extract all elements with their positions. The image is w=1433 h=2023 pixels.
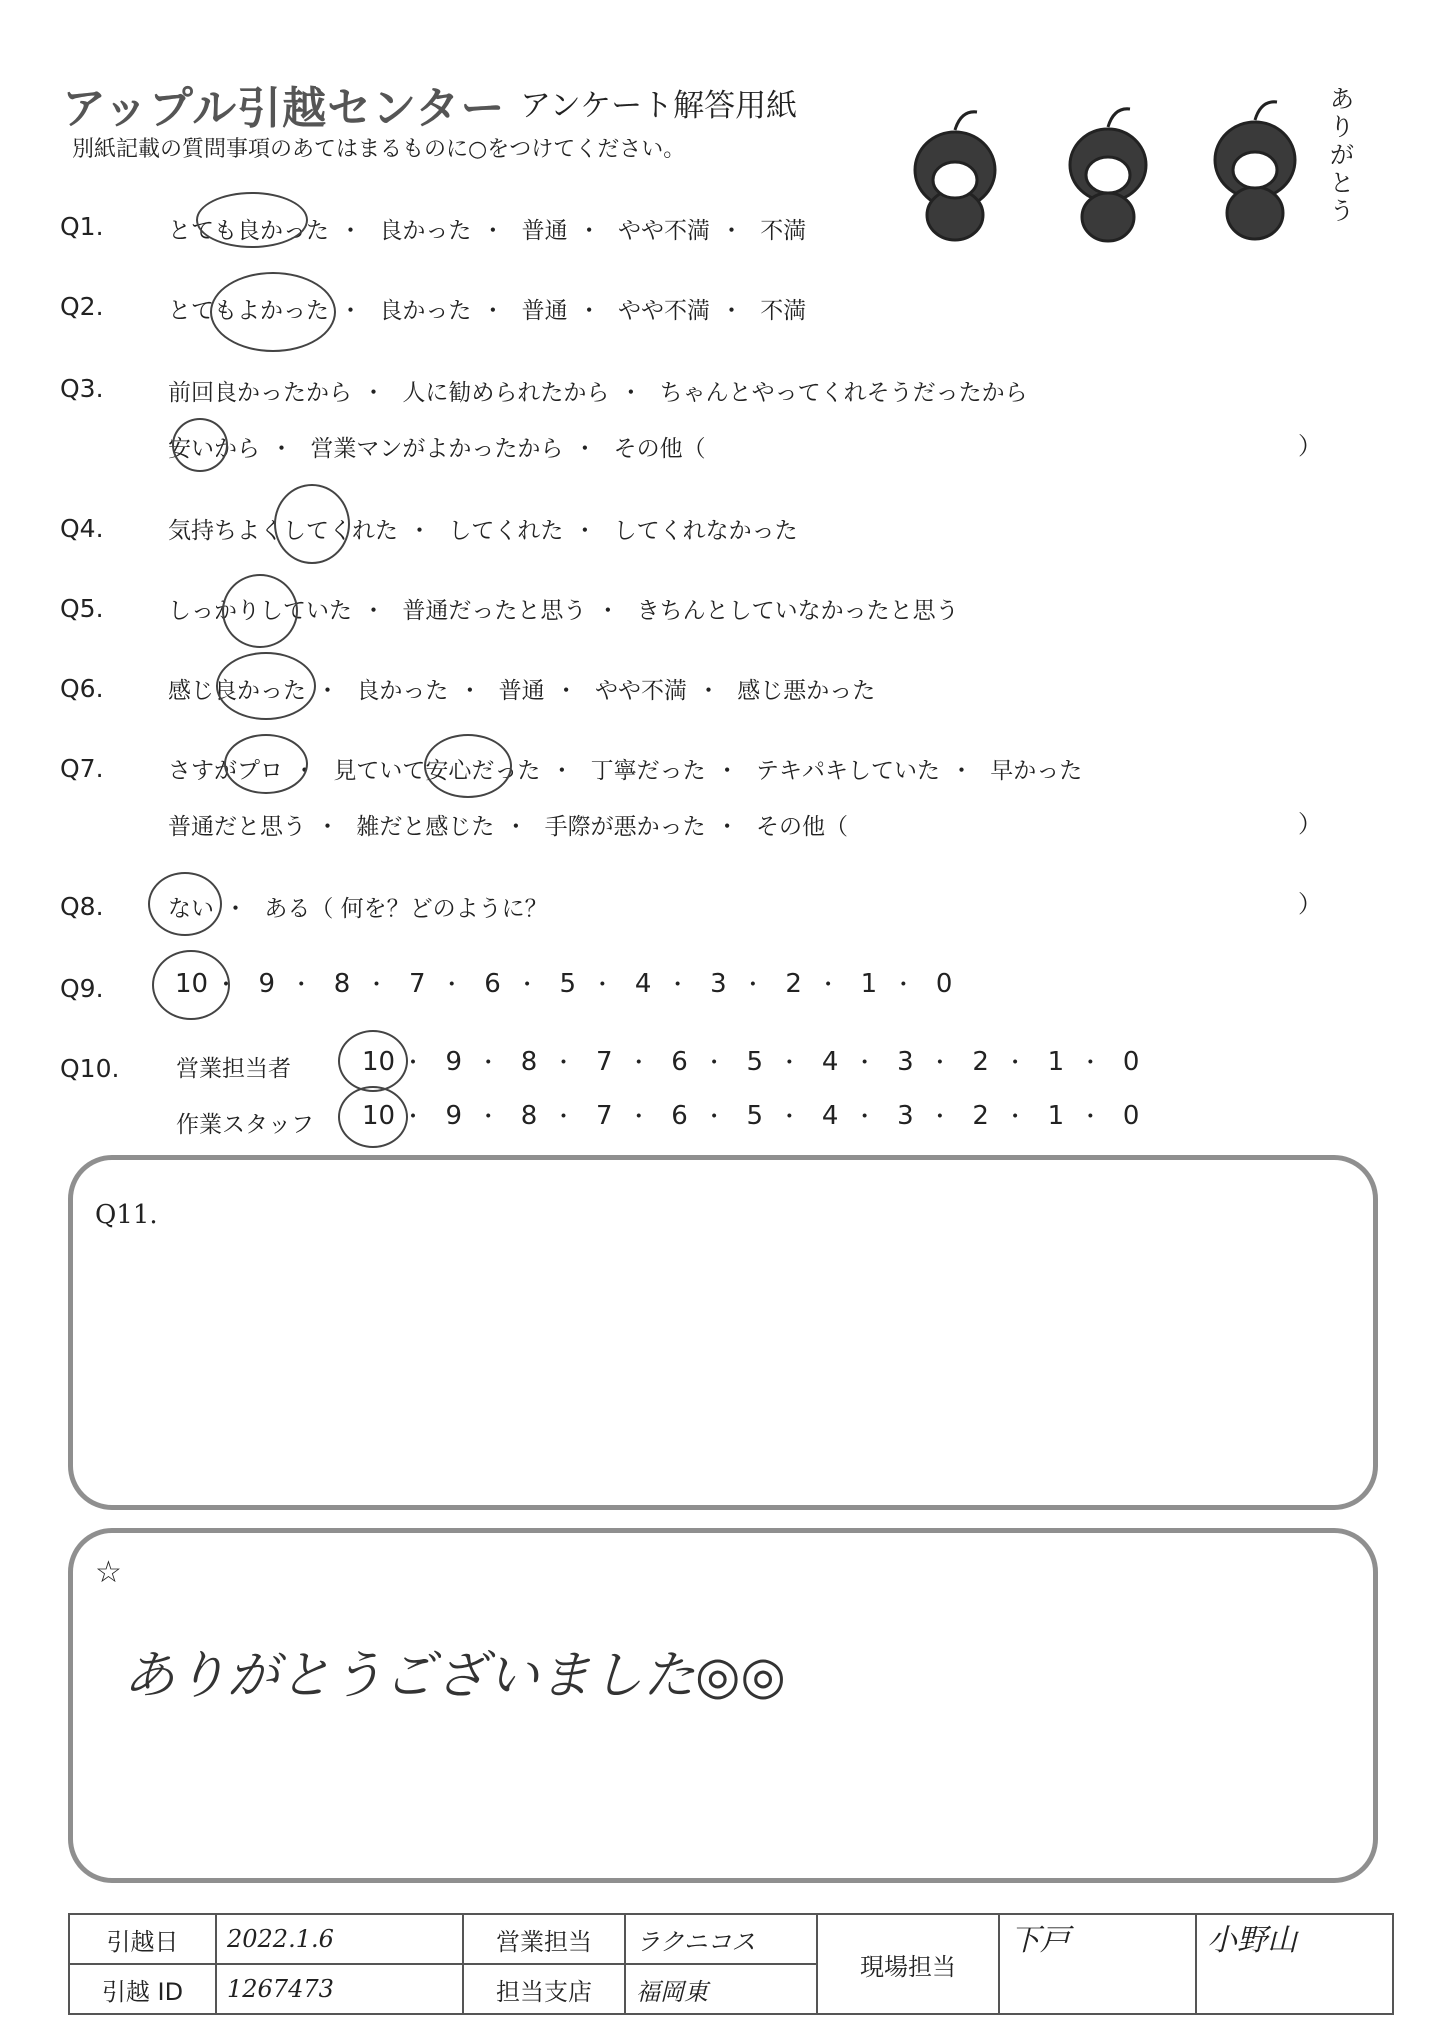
q6-option[interactable]: 感じ悪かった — [737, 678, 876, 704]
instructions: 別紙記載の質問事項のあてはまるものに○をつけてください。 — [72, 137, 686, 162]
q7-close-paren: ） — [1298, 810, 1322, 838]
scale-option[interactable]: 1 — [1047, 1047, 1065, 1077]
q10-sales-label: 営業担当者 — [176, 1056, 291, 1082]
mascot-illustration — [880, 75, 1360, 245]
q10-staff-scale: 10 ・ 9 ・ 8 ・ 7 ・ 6 ・ 5 ・ 4 ・ 3 ・ 2 ・ 1 ・ 0 — [355, 1100, 1155, 1131]
q7-option[interactable]: 手際が悪かった — [544, 814, 706, 840]
q7-option[interactable]: テキパキしていた — [755, 758, 940, 784]
q2-option[interactable]: やや不満 — [617, 298, 710, 324]
q3-close-paren: ） — [1298, 432, 1322, 460]
q4-label: Q4. — [60, 514, 104, 543]
scale-option[interactable]: 9 — [445, 1101, 463, 1131]
q3-option[interactable]: その他（ — [613, 436, 706, 462]
q7-option[interactable]: その他（ — [755, 814, 848, 840]
q6-option[interactable]: 感じ良かった — [168, 678, 306, 704]
sales-rep-value: ラクニコス — [625, 1914, 817, 1964]
monkey-2 — [1070, 109, 1146, 241]
q3-options-row2: 安いから ・ 営業マンがよかったから ・ その他（ — [168, 436, 706, 462]
scale-option[interactable]: 7 — [596, 1101, 613, 1131]
q1-option[interactable]: 普通 — [521, 218, 568, 244]
scale-option[interactable]: 3 — [897, 1047, 914, 1077]
q10-sales-scale: 10 ・ 9 ・ 8 ・ 7 ・ 6 ・ 5 ・ 4 ・ 3 ・ 2 ・ 1 ・ 0 — [355, 1046, 1155, 1077]
move-date-value: 2022.1.6 — [216, 1914, 463, 1964]
site-staff-2: 小野山 — [1196, 1914, 1393, 2014]
branch-value: 福岡東 — [625, 1964, 817, 2014]
scale-option[interactable]: 10 — [174, 969, 209, 999]
q3-options: 前回良かったから ・ 人に勧められたから ・ ちゃんとやってくれそうだったから — [168, 380, 1028, 406]
q1-label: Q1. — [60, 212, 104, 241]
scale-option[interactable]: 1 — [860, 969, 878, 999]
scale-option[interactable]: 0 — [935, 969, 953, 999]
monkey-1 — [915, 112, 995, 240]
monkey-3 — [1215, 102, 1295, 239]
q4-option[interactable]: してくれた — [448, 518, 564, 544]
q5-options: しっかりしていた ・ 普通だったと思う ・ きちんとしていなかったと思う — [168, 598, 959, 624]
q1-option[interactable]: 不満 — [760, 218, 807, 244]
scale-option[interactable]: 1 — [1047, 1101, 1065, 1131]
scale-option[interactable]: 9 — [445, 1047, 463, 1077]
q7-options-row2: 普通だと思う ・ 雑だと感じた ・ 手際が悪かった ・ その他（ — [168, 814, 848, 840]
handwritten-comment: ありがとうございました◎◎ — [123, 1646, 786, 1706]
scale-option[interactable]: 2 — [785, 969, 802, 999]
scale-option[interactable]: 5 — [746, 1101, 764, 1131]
q3-option[interactable]: 安いから — [168, 436, 260, 462]
q10-label: Q10. — [60, 1054, 120, 1083]
q2-option[interactable]: 普通 — [521, 298, 568, 324]
scale-option[interactable]: 10 — [361, 1047, 396, 1077]
site-staff-label: 現場担当 — [817, 1914, 999, 2014]
q8-options: ない ・ ある（ 何を？どのように？ — [168, 896, 548, 922]
q9-scale: 10 ・ 9 ・ 8 ・ 7 ・ 6 ・ 5 ・ 4 ・ 3 ・ 2 ・ 1 ・ 0 — [168, 968, 968, 999]
q7-option[interactable]: 普通だと思う — [168, 814, 306, 840]
scale-option[interactable]: 5 — [559, 969, 577, 999]
scale-option[interactable]: 6 — [484, 969, 501, 999]
q6-label: Q6. — [60, 674, 104, 703]
q7-option[interactable]: 雑だと感じた — [356, 814, 495, 840]
q3-option[interactable]: 人に勧められたから — [402, 380, 610, 406]
scale-option[interactable]: 0 — [1122, 1047, 1140, 1077]
q4-option[interactable]: してくれなかった — [613, 518, 798, 544]
scale-option[interactable]: 9 — [258, 969, 276, 999]
q2-option[interactable]: 良かった — [379, 298, 472, 324]
q6-option[interactable]: やや不満 — [594, 678, 687, 704]
site-staff-1: 下戸 — [999, 1914, 1196, 2014]
q7-option[interactable]: 早かった — [990, 758, 1083, 784]
q2-options: とてもよかった ・ 良かった ・ 普通 ・ やや不満 ・ 不満 — [168, 298, 807, 324]
scale-option[interactable]: 6 — [671, 1047, 688, 1077]
q6-option[interactable]: 普通 — [498, 678, 545, 704]
q1-option[interactable]: やや不満 — [617, 218, 710, 244]
scale-option[interactable]: 10 — [361, 1101, 396, 1131]
q3-label: Q3. — [60, 374, 104, 403]
scale-option[interactable]: 8 — [520, 1101, 538, 1131]
q6-options: 感じ良かった ・ 良かった ・ 普通 ・ やや不満 ・ 感じ悪かった — [168, 678, 876, 704]
q2-option[interactable]: 不満 — [760, 298, 807, 324]
q4-options: 気持ちよくしてくれた ・ してくれた ・ してくれなかった — [168, 518, 798, 544]
q1-option[interactable]: 良かった — [379, 218, 472, 244]
q2-option[interactable]: とてもよかった — [168, 298, 329, 324]
q2-label: Q2. — [60, 292, 104, 321]
comment-box[interactable] — [68, 1528, 1378, 1883]
scale-option[interactable]: 4 — [821, 1101, 839, 1131]
scale-option[interactable]: 7 — [409, 969, 426, 999]
q11-label: Q11. — [95, 1200, 158, 1230]
q8-label: Q8. — [60, 892, 104, 921]
scale-option[interactable]: 4 — [821, 1047, 839, 1077]
branch-label: 担当支店 — [463, 1964, 625, 2014]
q3-option[interactable]: ちゃんとやってくれそうだったから — [659, 380, 1028, 406]
q7-option[interactable]: さすがプロ — [168, 758, 283, 784]
q1-option[interactable]: とても良かった — [168, 218, 329, 244]
star-icon: ☆ — [95, 1555, 122, 1590]
q7-option[interactable]: 丁寧だった — [590, 758, 706, 784]
q7-label: Q7. — [60, 754, 104, 783]
scale-option[interactable]: 7 — [596, 1047, 613, 1077]
move-id-label: 引越 ID — [69, 1964, 216, 2014]
q4-option[interactable]: 気持ちよくしてくれた — [168, 518, 398, 544]
form-title: アンケート解答用紙 — [520, 88, 798, 124]
q3-option[interactable]: 前回良かったから — [168, 380, 352, 406]
q8-option[interactable]: ない — [168, 896, 214, 922]
q9-label: Q9. — [60, 974, 104, 1003]
scale-option[interactable]: 3 — [897, 1101, 914, 1131]
q1-options: とても良かった ・ 良かった ・ 普通 ・ やや不満 ・ 不満 — [168, 218, 807, 244]
move-date-label: 引越日 — [69, 1914, 216, 1964]
q3-option[interactable]: 営業マンがよかったから — [310, 436, 564, 462]
q5-label: Q5. — [60, 594, 104, 623]
q5-option[interactable]: 普通だったと思う — [402, 598, 587, 624]
move-info-table — [68, 1913, 1394, 2015]
q6-option[interactable]: 良かった — [356, 678, 449, 704]
scale-option[interactable]: 8 — [520, 1047, 538, 1077]
q7-option[interactable]: 見ていて安心だった — [333, 758, 541, 784]
scale-option[interactable]: 4 — [634, 969, 652, 999]
scale-option[interactable]: 2 — [972, 1101, 989, 1131]
move-id-value: 1267473 — [216, 1964, 463, 2014]
scale-option[interactable]: 2 — [972, 1047, 989, 1077]
q5-option[interactable]: しっかりしていた — [168, 598, 352, 624]
q8-option[interactable]: ある（ 何を？どのように？ — [264, 896, 548, 922]
q8-close-paren: ） — [1298, 890, 1322, 918]
q7-options: さすがプロ ・ 見ていて安心だった ・ 丁寧だった ・ テキパキしていた ・ 早かった — [168, 758, 1083, 784]
mascot-caption: ありがとう — [1330, 85, 1354, 225]
company-title: アップル引越センター — [62, 83, 506, 134]
q11-box[interactable] — [68, 1155, 1378, 1510]
scale-option[interactable]: 6 — [671, 1101, 688, 1131]
q10-staff-label: 作業スタッフ — [176, 1112, 314, 1138]
q5-option[interactable]: きちんとしていなかったと思う — [636, 598, 959, 624]
scale-option[interactable]: 5 — [746, 1047, 764, 1077]
scale-option[interactable]: 8 — [333, 969, 351, 999]
scale-option[interactable]: 0 — [1122, 1101, 1140, 1131]
sales-rep-label: 営業担当 — [463, 1914, 625, 1964]
scale-option[interactable]: 3 — [710, 969, 727, 999]
